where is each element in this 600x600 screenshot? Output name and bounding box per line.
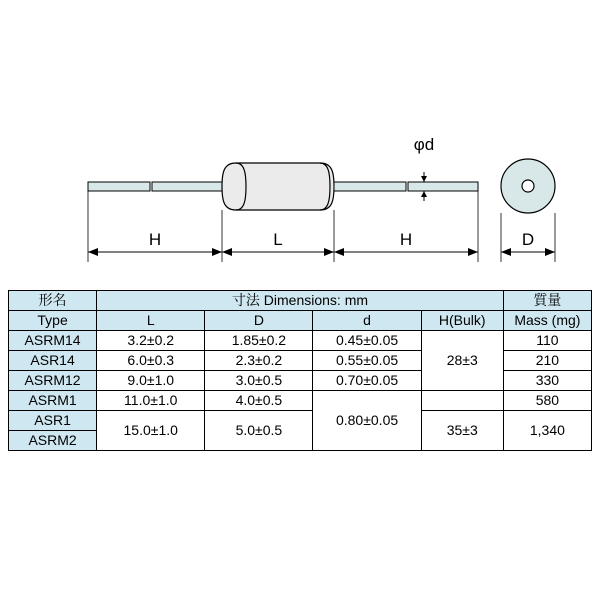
cell-type: ASRM12	[9, 371, 97, 391]
cell-type: ASRM1	[9, 391, 97, 411]
phi-d-label: φd	[413, 135, 435, 154]
cell-d-small: 0.70±0.05	[313, 371, 421, 391]
cell-h-bulk: 35±3	[421, 411, 503, 451]
header-type-jp: 形名	[9, 291, 97, 311]
phid-arrow-top	[421, 176, 427, 182]
cell-mass: 1,340	[503, 411, 591, 451]
dim-label-h-left: H	[148, 230, 162, 249]
table-row	[9, 371, 592, 391]
cell-d: 2.3±0.2	[205, 351, 313, 371]
table-header-row-1	[9, 291, 592, 311]
table-row	[9, 391, 592, 411]
cell-d: 5.0±0.5	[205, 411, 313, 451]
cell-type: ASR14	[9, 351, 97, 371]
table-row	[9, 331, 592, 351]
left-lead	[88, 182, 150, 191]
cell-mass: 210	[503, 351, 591, 371]
cell-l: 6.0±0.3	[97, 351, 205, 371]
cell-h-bulk: 28±3	[421, 331, 503, 391]
cell-type: ASRM2	[9, 431, 97, 451]
cell-d: 3.0±0.5	[205, 371, 313, 391]
header-dimensions: 寸法 Dimensions: mm	[97, 291, 504, 311]
phid-arrow-bottom	[421, 191, 427, 197]
cell-l: 15.0±1.0	[97, 411, 205, 451]
cell-l: 9.0±1.0	[97, 371, 205, 391]
cell-d-small: 0.55±0.05	[313, 351, 421, 371]
cell-type: ASRM14	[9, 331, 97, 351]
cell-d: 1.85±0.2	[205, 331, 313, 351]
header-type-en: Type	[9, 311, 97, 331]
right-lead-2	[408, 182, 478, 191]
right-lead	[334, 182, 406, 191]
dimensions-table	[8, 290, 592, 451]
header-mass-en: Mass (mg)	[503, 311, 591, 331]
dim-label-l: L	[273, 230, 283, 249]
header-col-l: L	[97, 311, 205, 331]
cell-d: 4.0±0.5	[205, 391, 313, 411]
cell-h-bulk-empty	[421, 391, 503, 411]
header-mass-jp: 質量	[503, 291, 591, 311]
header-col-d: D	[205, 311, 313, 331]
dim-label-h-right: H	[399, 230, 413, 249]
cell-type: ASR1	[9, 411, 97, 431]
cell-d-small: 0.80±0.05	[313, 391, 421, 451]
cell-d-small: 0.45±0.05	[313, 331, 421, 351]
table-header-row-2	[9, 311, 592, 331]
end-view-inner-circle	[522, 180, 534, 192]
cell-l: 3.2±0.2	[97, 331, 205, 351]
table-row	[9, 351, 592, 371]
cell-l: 11.0±1.0	[97, 391, 205, 411]
end-view	[501, 159, 555, 213]
resistor-body	[222, 163, 334, 210]
left-lead-2	[152, 182, 222, 191]
table-row	[9, 411, 592, 431]
header-col-d-small: d	[313, 311, 421, 331]
cell-mass: 580	[503, 391, 591, 411]
component-drawing	[0, 0, 600, 290]
cell-mass: 110	[503, 331, 591, 351]
header-col-h-bulk: H(Bulk)	[421, 311, 503, 331]
cell-mass: 330	[503, 371, 591, 391]
dim-label-d: D	[521, 230, 535, 249]
